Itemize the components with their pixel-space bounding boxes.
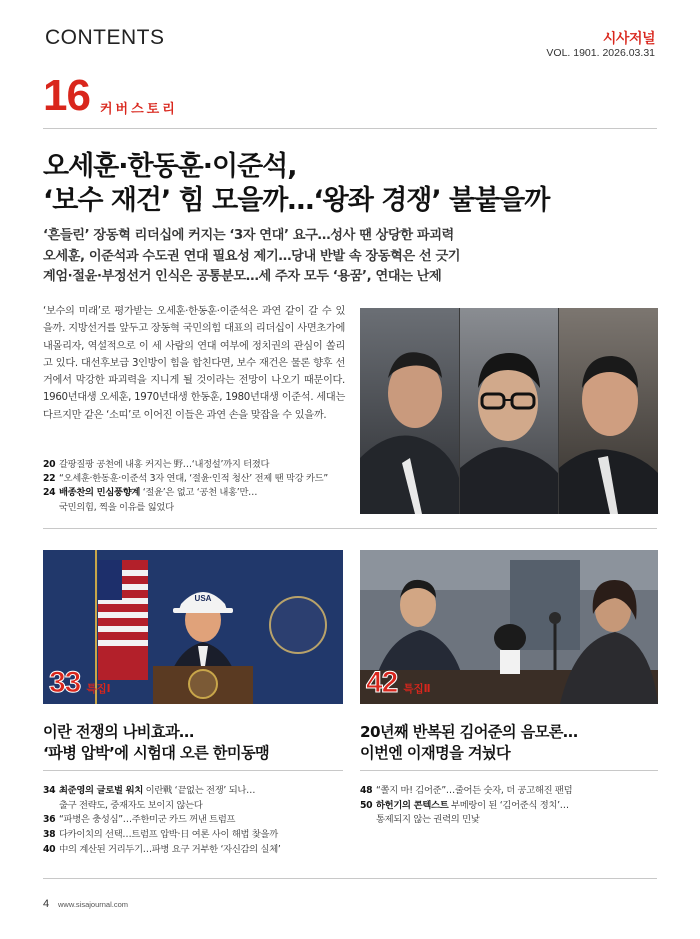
feature2-articles bbox=[360, 784, 660, 828]
column-name: 배종찬의 민심풍향계 bbox=[59, 487, 141, 499]
article-title: 출구 전략도, 중재자도 보이지 않는다 bbox=[59, 799, 203, 811]
cover-story-label: 커버스토리 bbox=[100, 102, 178, 117]
article-page: 22 bbox=[43, 473, 56, 485]
article-page: 40 bbox=[43, 843, 56, 855]
cover-headline-line2: ‘보수 재건’ 힘 모을까…‘왕좌 경쟁’ 불붙을까 bbox=[43, 185, 550, 216]
related-article[interactable] bbox=[43, 458, 353, 472]
cover-subhead-3: 계엄·절윤·부정선거 인식은 공통분모…세 주자 모두 ‘용꿈’, 연대는 난제 bbox=[43, 269, 442, 284]
article-page: 34 bbox=[43, 785, 56, 796]
feature1-article[interactable] bbox=[43, 784, 348, 799]
feature2-headline-line2: 이번엔 이재명을 겨눴다 bbox=[360, 744, 511, 762]
cover-subheads bbox=[43, 226, 663, 288]
article-page: 50 bbox=[360, 799, 373, 811]
cover-subhead-2: 오세훈, 이준석과 수도권 연대 필요성 제기…당내 반발 속 장동혁은 선 긋기 bbox=[43, 248, 461, 264]
column-name: 하헌기의 콘텍스트 bbox=[376, 799, 449, 811]
feature1-article[interactable] bbox=[43, 843, 348, 858]
feature1-label: 특집Ⅰ bbox=[86, 683, 111, 695]
article-page: 20 bbox=[43, 459, 56, 470]
related-article[interactable] bbox=[43, 472, 353, 486]
article-title: 다카이치의 선택…트럼프 압박·日 여론 사이 해법 찾을까 bbox=[59, 829, 278, 841]
feature2-headline-line1: 20년째 반복된 김어준의 음모론… bbox=[360, 723, 578, 741]
feature2-photo[interactable] bbox=[360, 550, 658, 704]
magazine-logo: 시사저널 bbox=[602, 31, 655, 47]
feature2-article[interactable] bbox=[360, 813, 660, 828]
article-title: 이란戰 ‘끝없는 전쟁’ 되나… bbox=[143, 785, 256, 796]
feature1-headline[interactable] bbox=[43, 722, 348, 764]
feature1-articles bbox=[43, 784, 348, 858]
feature2-article[interactable] bbox=[360, 784, 660, 799]
cover-headline[interactable] bbox=[43, 150, 663, 218]
feature2-page-number: 42 bbox=[366, 666, 398, 699]
article-page bbox=[360, 813, 376, 828]
feature1-article[interactable] bbox=[43, 799, 348, 814]
cover-photo-portraits bbox=[360, 308, 658, 514]
feature2-divider bbox=[360, 770, 658, 771]
article-page: 38 bbox=[43, 829, 56, 841]
feature1-page-number: 33 bbox=[49, 666, 81, 699]
cover-lead-text: ‘보수의 미래’로 평가받는 오세훈·한동훈·이준석은 과연 같이 갈 수 있을까. 지방선거를 앞두고 장동혁 국민의힘 대표의 리더십이 사면초가에 내몰리자, 역설적으로 이 세 사람의 연대 여부에 정치권의 관심이 쏠리고 있다. 대선후보급 3인방이 힘을 합친다면, 보수 재건은 물론 향후 선거에서 막강한 파괴력을 지니게 될 것이라는 전망이 나오기 때문이다. 1960년대생 오세훈, 1970년대생 한동훈, 1980년대생 이준석. 세대는 다르지만 같은 ‘소띠’로 이어진 이들은 과연 손을 맞잡을 수 있을까. bbox=[43, 306, 345, 421]
feature2-label: 특집Ⅱ bbox=[403, 683, 431, 695]
cap-text: USA bbox=[194, 594, 212, 603]
article-title: “오세훈·한동훈·이준석 3자 연대, ‘절윤·인적 청산’ 전제 땐 막강 카드” bbox=[59, 473, 328, 485]
feature2-headline[interactable] bbox=[360, 722, 660, 764]
top-divider bbox=[43, 128, 657, 129]
article-title: “파병은 충성심”…주한미군 카드 꺼낸 트럼프 bbox=[59, 814, 236, 826]
related-article[interactable] bbox=[43, 486, 353, 500]
cover-related-articles bbox=[43, 458, 353, 515]
feature1-photo[interactable] bbox=[43, 550, 343, 704]
cover-headline-line1: 오세훈·한동훈·이준석, bbox=[43, 151, 297, 182]
article-page: 24 bbox=[43, 487, 56, 499]
article-page: 48 bbox=[360, 785, 373, 796]
volume-info: VOL. 1901. 2026.03.31 bbox=[546, 47, 655, 59]
article-title: 통제되지 않는 권력의 민낯 bbox=[376, 814, 480, 826]
section-title: CONTENTS bbox=[45, 26, 165, 49]
cover-subhead-1: ‘흔들린’ 장동혁 리더십에 커지는 ‘3자 연대’ 요구…성사 땐 상당한 파괴력 bbox=[43, 228, 454, 243]
footer-url[interactable]: www.sisajournal.com bbox=[58, 900, 129, 909]
feature1-article[interactable] bbox=[43, 828, 348, 843]
cover-photo[interactable] bbox=[360, 308, 658, 514]
article-title: “쫄지 마! 김어준”…줄어든 숫자, 더 공고해진 팬덤 bbox=[376, 785, 573, 796]
middle-divider bbox=[43, 528, 657, 529]
feature1-badge bbox=[49, 668, 111, 698]
feature2-article[interactable] bbox=[360, 799, 660, 814]
article-page bbox=[43, 799, 59, 814]
feature1-divider bbox=[43, 770, 343, 771]
feature1-article[interactable] bbox=[43, 813, 348, 828]
cover-page-number[interactable]: 16 bbox=[43, 71, 90, 120]
article-title: 부메랑이 된 ‘김어준식 정치’… bbox=[448, 799, 569, 811]
feature2-badge bbox=[366, 668, 431, 698]
article-title: 中의 계산된 거리두기…파병 요구 거부한 ‘자신감의 실체’ bbox=[59, 843, 281, 855]
bottom-divider bbox=[43, 878, 657, 879]
feature1-headline-line2: ‘파병 압박’에 시험대 오른 한미동맹 bbox=[43, 744, 270, 762]
article-title: ‘절윤’은 없고 ‘공천 내홍’만… bbox=[140, 487, 258, 499]
footer-page-number: 4 bbox=[43, 898, 50, 910]
column-name: 최준영의 글로벌 워치 bbox=[59, 785, 144, 796]
article-page: 36 bbox=[43, 814, 56, 826]
article-title: 갈팡질팡 공천에 내홍 커지는 野…‘내정설’까지 터졌다 bbox=[59, 459, 270, 470]
related-article-continued: 국민의힘, 찍을 이유를 잃었다 bbox=[59, 501, 174, 513]
feature1-headline-line1: 이란 전쟁의 나비효과… bbox=[43, 723, 194, 741]
